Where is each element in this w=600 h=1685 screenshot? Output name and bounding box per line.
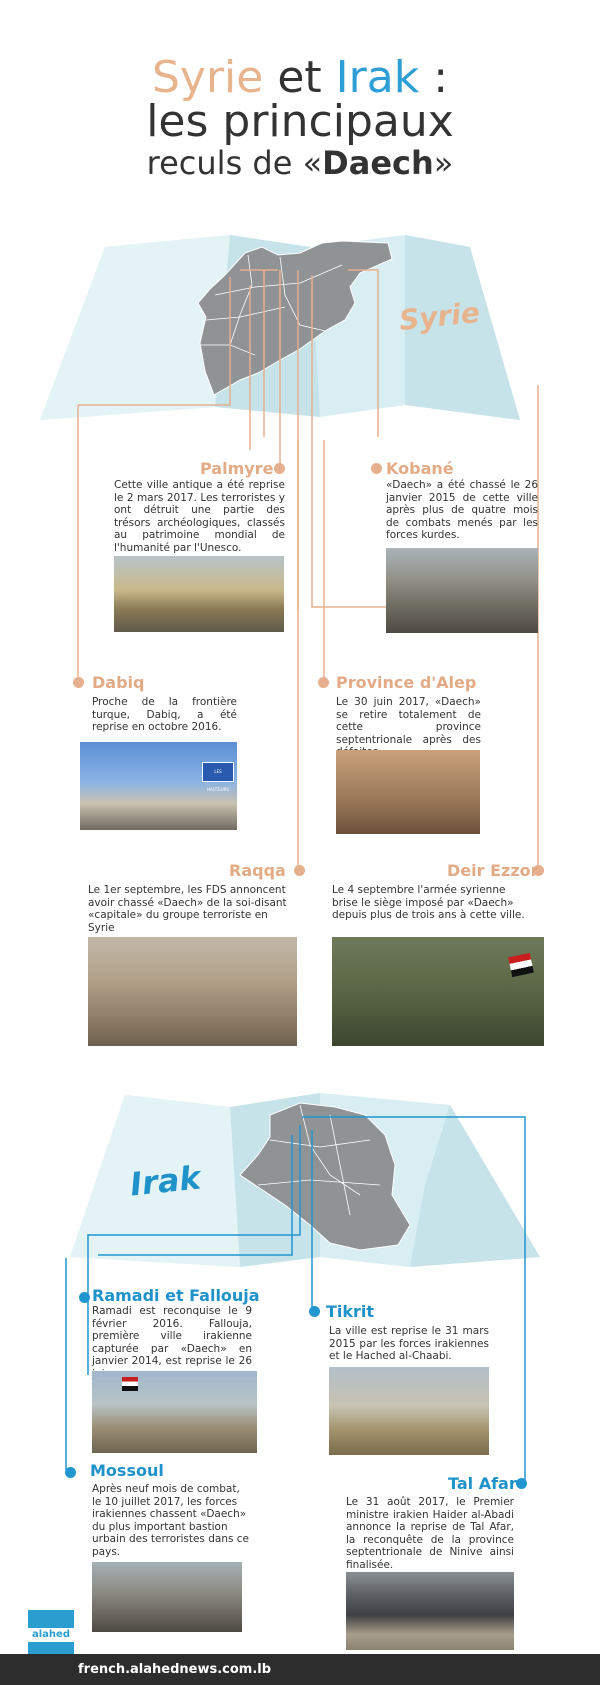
syrian-flag <box>508 953 534 977</box>
dabiq-title: Dabiq <box>92 673 145 692</box>
dabiq-dot <box>73 677 84 688</box>
tikrit-text: La ville est reprise le 31 mars 2015 par les forces irakiennes et le Hached al-Chaabi. <box>329 1325 489 1362</box>
alep-text: Le 30 juin 2017, «Daech» se retire totalement de cette province septentrionale après des <box>336 696 481 746</box>
raqqa-title: Raqqa <box>229 861 286 880</box>
syria-folded-map <box>0 225 600 440</box>
ramadi-title: Ramadi et Fallouja <box>92 1286 260 1305</box>
deir-ezzor-text: Le 4 septembre l'armée syrienne brise le siège imposé par «Daech» depuis plus de trois ans à cette ville. <box>332 884 525 921</box>
logo-text: alahed <box>28 1628 74 1642</box>
title-line-3: reculs de «Daech» <box>146 144 454 182</box>
syria-map-label: Syrie <box>397 295 482 338</box>
raqqa-text: Le 1er septembre, les FDS annoncent avoir chassé «Daech» de la soi-disant «capitale» du groupe terroriste en Syrie <box>88 884 287 934</box>
alahed-logo <box>28 1610 74 1656</box>
tikrit-photo <box>329 1367 489 1455</box>
alep-dot <box>318 677 329 688</box>
palmyre-text: Cette ville antique a été reprise le 2 mars 2017. Les terroristes y ont détruit une partie des trésors archéologiques, classés au patrimoine mondial de l'humanité par l'Unesco. <box>114 479 285 554</box>
kobane-text: «Daech» a été chassé le 26 janvier 2015 de cette ville après plus de quatre mois de combats menés par les forces kurdes. <box>386 479 538 541</box>
deir-ezzor-photo <box>332 937 544 1046</box>
tikrit-dot <box>309 1306 320 1317</box>
tal-afar-photo <box>346 1572 514 1650</box>
alep-title: Province d'Alep <box>336 673 477 692</box>
alep-photo <box>336 750 480 834</box>
footer-url[interactable]: french.alahednews.com.lb <box>78 1662 272 1677</box>
raqqa-photo <box>88 937 297 1046</box>
tal-afar-text: Le 31 août 2017, le Premier ministre irakien Haider al-Abadi annonce la reprise de Tal Afar, la reconquête de la province septentrionale de Ninive ainsi finalisée. <box>346 1496 514 1571</box>
mossoul-text: Après neuf mois de combat, le 10 juillet 2017, les forces irakiennes chassent «Daech» du plus important bastion urbain des terroristes dans ce pays. <box>92 1483 250 1558</box>
dabiq-photo <box>80 742 237 830</box>
kobane-title: Kobané <box>386 459 454 478</box>
iraq-map-label: Irak <box>128 1158 203 1204</box>
palmyre-title: Palmyre <box>200 459 274 478</box>
kobane-photo <box>386 548 538 633</box>
palmyre-photo <box>114 556 284 632</box>
raqqa-dot <box>294 865 305 876</box>
mossoul-dot <box>65 1467 76 1478</box>
iraq-folded-map <box>0 1085 600 1290</box>
title-syrie: Syrie <box>151 52 264 103</box>
deir-ezzor-title: Deir Ezzor <box>447 861 539 880</box>
road-sign: LES HAUTEURS <box>202 762 234 782</box>
iraq-connectors <box>0 1290 600 1480</box>
tikrit-title: Tikrit <box>326 1302 375 1321</box>
tal-afar-title: Tal Afar <box>448 1474 517 1493</box>
mossoul-photo <box>92 1562 242 1632</box>
title-et: et <box>277 52 322 103</box>
title-line-2: les principaux <box>146 96 454 147</box>
ramadi-text: Ramadi est reconquise le 9 février 2016. Fallouja, première ville irakienne capturée par «Daech» en janvier 2014, est reprise le 26 <box>92 1305 252 1367</box>
tal-afar-dot <box>516 1478 527 1489</box>
title-irak: Irak <box>335 52 420 103</box>
title-line-1 <box>0 52 600 103</box>
mossoul-title: Mossoul <box>90 1461 164 1480</box>
title-colon: : <box>433 52 449 103</box>
iraqi-flag <box>122 1377 138 1391</box>
ramadi-dot <box>79 1292 90 1303</box>
ramadi-photo <box>92 1371 257 1453</box>
title-daech: Daech <box>322 144 434 182</box>
dabiq-text: Proche de la frontière turque, Dabiq, a été reprise en octobre 2016. <box>92 696 237 733</box>
kobane-dot <box>371 463 382 474</box>
palmyre-dot <box>274 463 285 474</box>
